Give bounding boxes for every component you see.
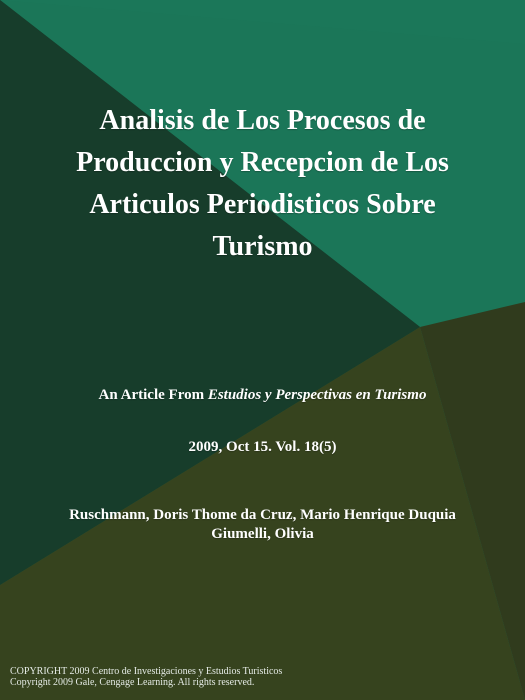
journal-title: Estudios y Perspectivas en Turismo: [207, 387, 427, 403]
book-title: [52, 100, 473, 268]
title-line-2: Produccion y Recepcion de Los: [76, 147, 449, 178]
publication-issue: 2009, Oct 15. Vol. 18(5): [188, 439, 337, 455]
title-line-4: Turismo: [212, 231, 313, 262]
source-prefix: An Article From: [98, 387, 208, 403]
title-line-3: Articulos Periodisticos Sobre: [89, 189, 436, 220]
authors-line-1: Ruschmann, Doris Thome da Cruz, Mario Henrique Duquia: [69, 507, 456, 523]
title-line-1: Analisis de Los Procesos de: [99, 105, 426, 136]
copyright-line-2: Copyright 2009 Gale, Cengage Learning. All rights reserved.: [10, 677, 255, 688]
authors: [30, 506, 495, 544]
authors-line-2: Giumelli, Olivia: [211, 526, 314, 542]
article-source: [0, 385, 525, 405]
copyright-notice: [10, 666, 515, 688]
copyright-line-1: COPYRIGHT 2009 Centro de Investigaciones y Estudios Turisticos: [10, 666, 283, 677]
